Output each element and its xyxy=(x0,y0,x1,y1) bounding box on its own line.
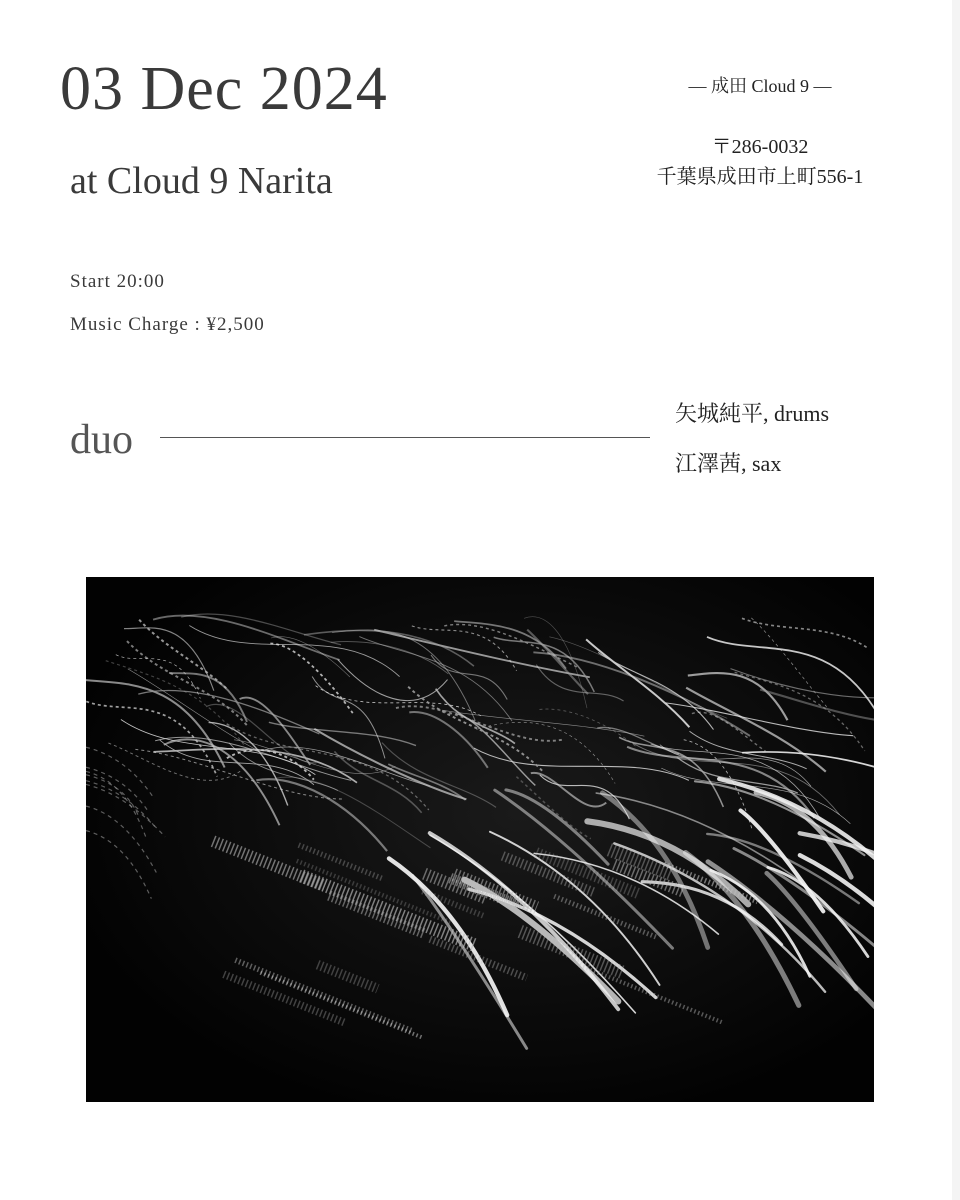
light-trails-image xyxy=(86,577,874,1102)
venue-postal-code: 〒286-0032 xyxy=(711,136,809,158)
lineup-member: 矢城純平, drums xyxy=(675,401,830,426)
lineup-member: 江澤茜, sax xyxy=(675,451,782,476)
venue-name: — 成田 Cloud 9 — xyxy=(688,76,832,96)
lineup-label: duo xyxy=(70,417,133,463)
event-venue: at Cloud 9 Narita xyxy=(70,160,333,202)
event-date: 03 Dec 2024 xyxy=(60,55,388,123)
music-charge: Music Charge : ¥2,500 xyxy=(70,314,265,335)
start-time: Start 20:00 xyxy=(70,271,165,292)
venue-info xyxy=(640,72,880,192)
page-edge-strip xyxy=(952,0,960,1200)
venue-address: 千葉県成田市上町556-1 xyxy=(656,166,864,188)
light-trails-photo xyxy=(86,577,874,1102)
lineup-divider xyxy=(160,437,650,438)
